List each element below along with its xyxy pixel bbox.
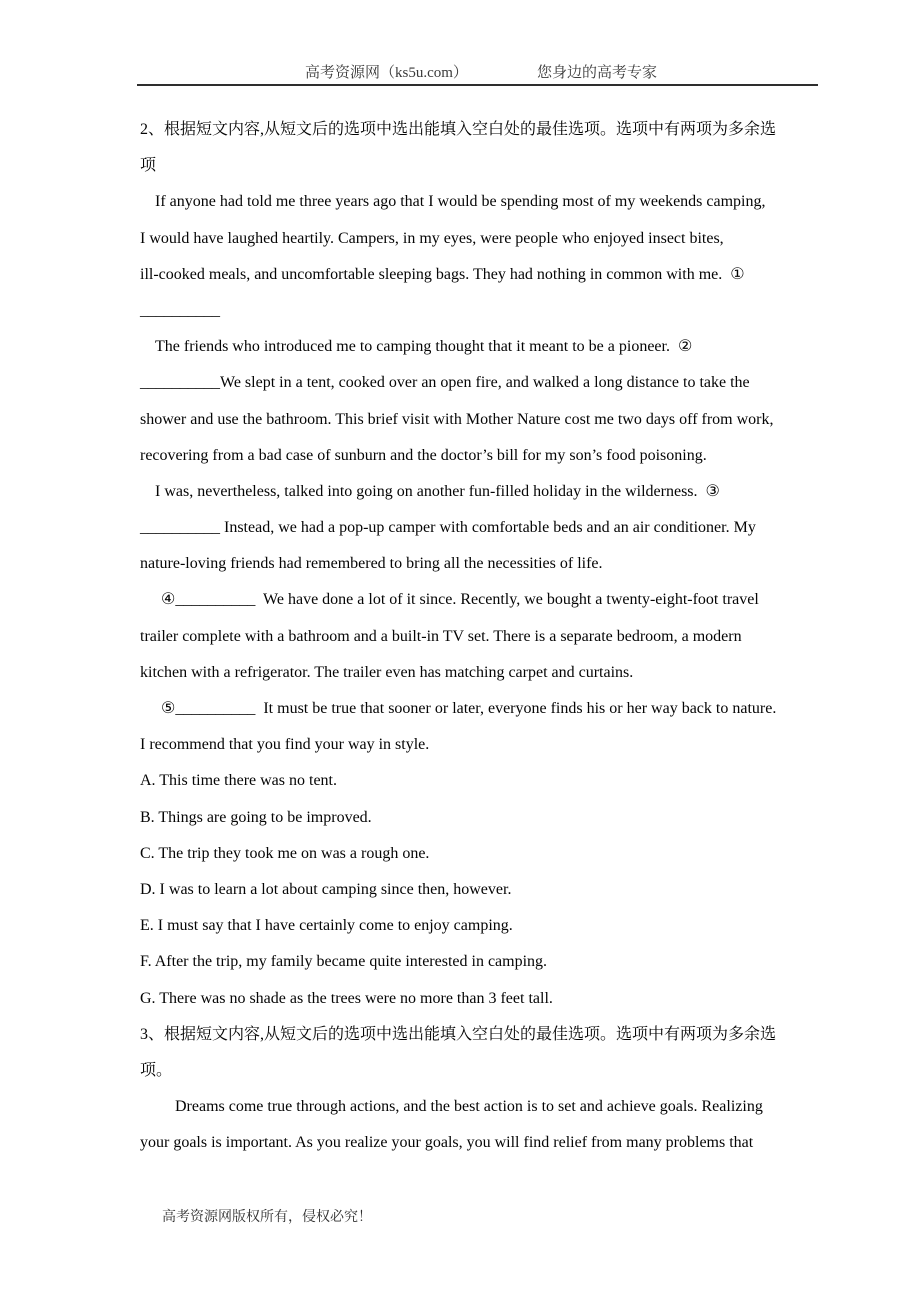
passage-line: If anyone had told me three years ago that I would be spending most of my weekends camping, [155, 193, 766, 211]
passage-line: recovering from a bad case of sunburn and the doctor’s bill for my son’s food poisoning. [140, 446, 707, 464]
site-name: 高考资源网（ks5u.com） [305, 65, 468, 81]
passage-line: __________ [140, 301, 220, 319]
question-prompt-line: 3、根据短文内容,从短文后的选项中选出能填入空白处的最佳选项。选项中有两项为多余选 [140, 1025, 777, 1043]
passage-line: ill-cooked meals, and uncomfortable sleeping bags. They had nothing in common with me. ① [140, 265, 745, 283]
option-line: C. The trip they took me on was a rough one. [140, 844, 430, 862]
question3-prompt [140, 1017, 840, 1089]
question2-prompt [140, 112, 840, 184]
footer-copyright: 高考资源网版权所有，侵权必究！ [162, 1210, 372, 1225]
question2-options [140, 763, 840, 1016]
site-tagline: 您身边的高考专家 [537, 65, 658, 81]
document-body [140, 112, 840, 1161]
option-line: F. After the trip, my family became quite interested in camping. [140, 953, 548, 971]
option-line: G. There was no shade as the trees were no more than 3 feet tall. [140, 989, 553, 1007]
passage-line: your goals is important. As you realize your goals, you will find relief from many problems that [140, 1134, 754, 1152]
passage-line: I was, nevertheless, talked into going on another fun-filled holiday in the wilderness. ③ [155, 482, 720, 500]
passage-line: Dreams come true through actions, and the best action is to set and achieve goals. Realizing [175, 1098, 763, 1116]
option-line: B. Things are going to be improved. [140, 808, 372, 826]
option-line: D. I was to learn a lot about camping since then, however. [140, 880, 512, 898]
passage-line: trailer complete with a bathroom and a built-in TV set. There is a separate bedroom, a modern [140, 627, 742, 645]
passage-line: kitchen with a refrigerator. The trailer even has matching carpet and curtains. [140, 663, 634, 681]
passage-line: I would have laughed heartily. Campers, in my eyes, were people who enjoyed insect bites, [140, 229, 724, 247]
option-line: A. This time there was no tent. [140, 772, 337, 790]
question-prompt-line: 项。 [140, 1061, 173, 1079]
header-rule [137, 84, 818, 86]
option-line: E. I must say that I have certainly come to enjoy camping. [140, 917, 513, 935]
question-prompt-line: 项 [140, 157, 157, 175]
passage-line: nature-loving friends had remembered to bring all the necessities of life. [140, 555, 603, 573]
question-prompt-line: 2、根据短文内容,从短文后的选项中选出能填入空白处的最佳选项。选项中有两项为多余选 [140, 121, 777, 138]
passage-line: I recommend that you find your way in style. [140, 736, 430, 754]
question2-passage [140, 184, 840, 763]
passage-line: ④__________ We have done a lot of it since. Recently, we bought a twenty-eight-foot travel [161, 591, 759, 609]
passage-line: shower and use the bathroom. This brief visit with Mother Nature cost me two days off from work, [140, 410, 774, 428]
passage-line: The friends who introduced me to camping thought that it meant to be a pioneer. ② [155, 338, 693, 356]
passage-line: __________We slept in a tent, cooked over an open fire, and walked a long distance to take the [140, 374, 750, 392]
passage-line: ⑤__________ It must be true that sooner or later, everyone finds his or her way back to nature. [161, 700, 777, 717]
question3-passage [140, 1089, 840, 1161]
passage-line: __________ Instead, we had a pop-up camper with comfortable beds and an air conditioner. My [140, 519, 756, 537]
